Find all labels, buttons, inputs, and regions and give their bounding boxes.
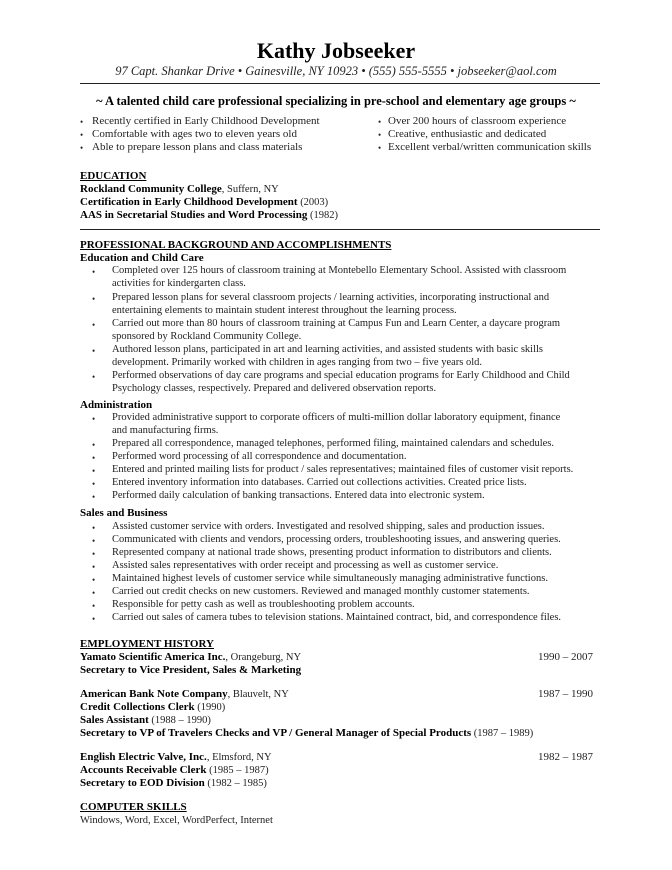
title-name: Secretary to EOD Division (80, 777, 205, 789)
cert-year: (2003) (297, 197, 329, 208)
company-name: American Bank Note Company (80, 688, 228, 700)
list-item: Communicated with clients and vendors, processing orders, troubleshooting issues, and answering queries. (112, 534, 561, 545)
education-childcare-subheading: Education and Child Care (80, 252, 204, 264)
list-item: Performed observations of day care programs and special education programs for Early Childhood and Child (112, 370, 570, 381)
cert-name: AAS in Secretarial Studies and Word Processing (80, 209, 308, 221)
title-years: (1985 – 1987) (206, 765, 269, 776)
highlight-item: Excellent verbal/written communication skills (388, 141, 592, 153)
job-title (80, 714, 211, 726)
company-location: , Orangeburg, NY (225, 652, 302, 663)
title-years: (1982 – 1985) (204, 778, 267, 789)
list-item: Completed over 125 hours of classroom training at Montebello Elementary School. Assisted with classroom (112, 265, 567, 276)
title-years: (1988 – 1990) (148, 715, 211, 726)
job-title: Secretary to Vice President, Sales & Marketing (80, 664, 302, 676)
list-item-continued: entertaining elements to maintain student interest throughout the learning process. (112, 305, 457, 316)
job-company (80, 688, 289, 700)
bullet-icon: • (378, 143, 382, 153)
education-cert-2 (80, 209, 338, 221)
bullet-icon: • (92, 466, 96, 476)
bullet-icon: • (378, 130, 382, 140)
company-location: , Elmsford, NY (206, 752, 272, 763)
job-title (80, 764, 269, 776)
header-divider (80, 83, 600, 84)
list-item: Entered inventory information into databases. Carried out collections activities. Created price lists. (112, 477, 527, 488)
section-divider (80, 229, 600, 230)
bullet-icon: • (92, 320, 96, 330)
cert-year: (1982) (307, 210, 338, 221)
list-item: Carried out more than 80 hours of classroom training at Campus Fun and Learn Center, a daycare program (112, 318, 561, 329)
bullet-icon: • (92, 372, 96, 382)
job-company (80, 751, 272, 763)
bullet-icon: • (92, 549, 96, 559)
bullet-icon: • (92, 523, 96, 533)
job-years: 1987 – 1990 (538, 688, 593, 700)
highlight-item: Comfortable with ages two to eleven years old (92, 128, 297, 140)
school-location: , Suffern, NY (221, 184, 279, 195)
education-heading: EDUCATION (80, 170, 147, 182)
bullet-icon: • (92, 601, 96, 611)
title-name: Secretary to VP of Travelers Checks and VP / General Manager of Special Products (80, 727, 472, 739)
title-name: Accounts Receivable Clerk (80, 764, 207, 776)
bullet-icon: • (92, 575, 96, 585)
title-name: Credit Collections Clerk (80, 701, 195, 713)
title-years: (1987 – 1989) (471, 728, 534, 739)
objective-statement: ~ A talented child care professional specializing in pre-school and elementary age groups ~ (96, 94, 576, 108)
list-item: Maintained highest levels of customer service while simultaneously managing administrative functions. (112, 573, 548, 584)
list-item: Represented company at national trade shows, presenting product information to distributors and clients. (112, 547, 552, 558)
list-item: Provided administrative support to corporate officers of multi-million dollar laboratory equipment, finance (112, 412, 561, 423)
bullet-icon: • (92, 453, 96, 463)
skills-heading: COMPUTER SKILLS (80, 801, 187, 813)
highlight-item: Recently certified in Early Childhood Development (92, 115, 320, 127)
bullet-icon: • (80, 143, 84, 153)
list-item-continued: activities for kindergarten class. (112, 278, 246, 289)
company-name: English Electric Valve, Inc. (80, 751, 207, 763)
contact-line: 97 Capt. Shankar Drive • Gainesville, NY 10923 • (555) 555-5555 • jobseeker@aol.com (115, 64, 557, 78)
bullet-icon: • (92, 492, 96, 502)
bullet-icon: • (378, 117, 382, 127)
list-item: Assisted sales representatives with order receipt and processing as well as customer service. (112, 560, 499, 571)
bullet-icon: • (92, 536, 96, 546)
list-item-continued: and manufacturing firms. (112, 425, 219, 436)
company-location: , Blauvelt, NY (227, 689, 289, 700)
list-item: Prepared all correspondence, managed telephones, performed filing, maintained calendars and schedules. (112, 438, 554, 449)
administration-subheading: Administration (80, 399, 153, 411)
background-heading: PROFESSIONAL BACKGROUND AND ACCOMPLISHMENTS (80, 239, 392, 251)
bullet-icon: • (92, 479, 96, 489)
highlight-item: Creative, enthusiastic and dedicated (388, 128, 547, 140)
cert-name: Certification in Early Childhood Development (80, 196, 298, 208)
employment-heading: EMPLOYMENT HISTORY (80, 638, 214, 650)
education-cert-1 (80, 196, 328, 208)
school-name: Rockland Community College (80, 183, 222, 195)
list-item: Carried out credit checks on new customers. Reviewed and managed monthly customer statements. (112, 586, 530, 597)
bullet-icon: • (92, 440, 96, 450)
sales-subheading: Sales and Business (80, 507, 168, 519)
list-item: Performed word processing of all correspondence and documentation. (112, 451, 407, 462)
highlight-item: Able to prepare lesson plans and class materials (92, 141, 303, 153)
job-years: 1982 – 1987 (538, 751, 593, 763)
list-item-continued: sponsored by Rockland Community College. (112, 331, 302, 342)
title-name: Sales Assistant (80, 714, 149, 726)
title-years: (1990) (194, 702, 226, 713)
job-company (80, 651, 301, 663)
skills-list: Windows, Word, Excel, WordPerfect, Internet (80, 815, 273, 826)
education-school (80, 183, 279, 195)
company-name: Yamato Scientific America Inc. (80, 651, 226, 663)
bullet-icon: • (92, 588, 96, 598)
highlight-item: Over 200 hours of classroom experience (388, 115, 567, 127)
list-item: Responsible for petty cash as well as troubleshooting problem accounts. (112, 599, 415, 610)
bullet-icon: • (92, 414, 96, 424)
list-item-continued: development. Primarily worked with children in ages ranging from two – five years old. (112, 357, 483, 368)
job-title (80, 701, 225, 713)
bullet-icon: • (80, 130, 84, 140)
job-title (80, 777, 267, 789)
list-item-continued: Psychology classes, respectively. Prepared and delivered observation reports. (112, 383, 437, 394)
bullet-icon: • (92, 614, 96, 624)
job-title (80, 727, 533, 739)
list-item: Authored lesson plans, participated in art and learning activities, and assisted students with basic skills (112, 344, 543, 355)
list-item: Assisted customer service with orders. Investigated and resolved shipping, sales and production issues. (112, 521, 545, 532)
list-item: Entered and printed mailing lists for product / sales representatives; maintained files of customer visit reports. (112, 464, 574, 475)
bullet-icon: • (92, 562, 96, 572)
job-years: 1990 – 2007 (538, 651, 593, 663)
list-item: Performed daily calculation of banking transactions. Entered data into electronic system. (112, 490, 485, 501)
bullet-icon: • (92, 294, 96, 304)
list-item: Prepared lesson plans for several classroom projects / learning activities, incorporating instructional and (112, 292, 550, 303)
bullet-icon: • (92, 267, 96, 277)
candidate-name: Kathy Jobseeker (256, 38, 416, 63)
bullet-icon: • (80, 117, 84, 127)
list-item: Carried out sales of camera tubes to television stations. Maintained contract, bid, and correspondence files. (112, 612, 562, 623)
bullet-icon: • (92, 346, 96, 356)
